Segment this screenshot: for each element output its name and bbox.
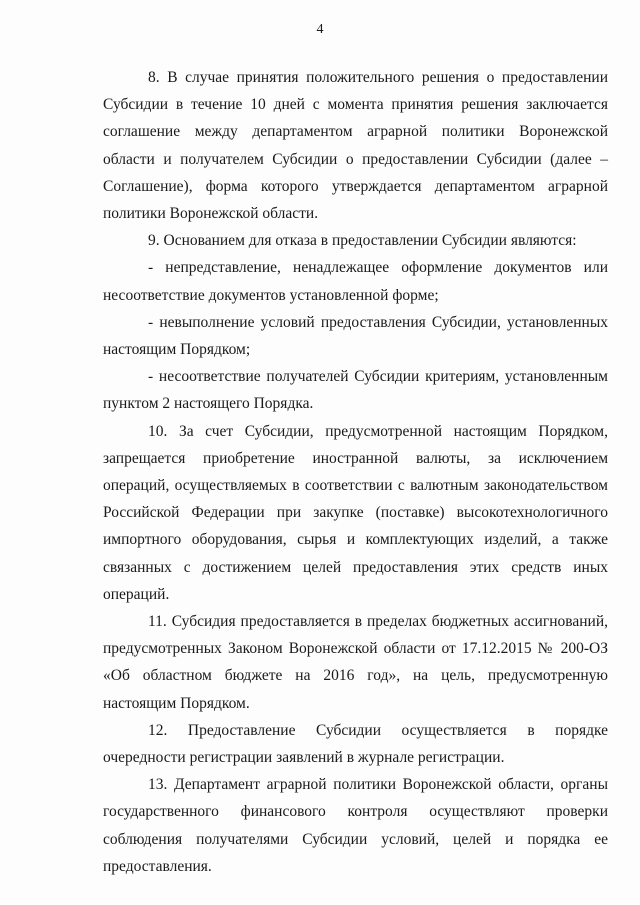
paragraph-13: 13. Департамент аграрной политики Воронежской области, органы государственного финансового контроля осуществляют проверки соблюдения получателями Субсидии условий, целей и порядка ее предоставления. (103, 776, 608, 875)
paragraph-8: 8. В случае принятия положительного решения о предоставлении Субсидии в течение 10 дней с момента принятия решения заключается соглашение между департаментом аграрной политики Воронежской области и получателем Субсидии о предоставлении Субсидии (далее – Соглашение), форма которого утверждается департаментом аграрной политики Воронежской области. (103, 69, 608, 223)
list-item-non-compliance: - несоответствие получателей Субсидии критериям, установленным пунктом 2 настоящего Порядка. (103, 368, 608, 413)
paragraph-10: 10. За счет Субсидии, предусмотренной настоящим Порядком, запрещается приобретение иностранной валюты, за исключением операций, осуществляемых в соответствии с валютным законодательством Российской Федерации при закупке (поставке) высокотехнологичного импортного оборудования, сырья и комплектующих изделий, а также связанных с достижением целей предоставления этих средств иных операций. (103, 422, 608, 603)
paragraph-9: 9. Основанием для отказа в предоставлении Субсидии являются: (148, 232, 577, 250)
paragraph-11: 11. Субсидия предоставляется в пределах бюджетных ассигнований, предусмотренных Законом Воронежской области от 17.12.2015 № 200-ОЗ «Об областном бюджете на 2016 год», на цель, предусмотренную настоящим Порядком. (103, 613, 608, 712)
list-item-non-submission: - непредставление, ненадлежащее оформление документов или несоответствие документов установленной форме; (103, 259, 608, 304)
list-item-non-fulfillment: - невыполнение условий предоставления Субсидии, установленных настоящим Порядком; (103, 313, 608, 359)
document-body (103, 64, 608, 880)
page-number: 4 (316, 22, 324, 37)
paragraph-12: 12. Предоставление Субсидии осуществляется в порядке очередности регистрации заявлений в журнале регистрации. (103, 721, 608, 767)
